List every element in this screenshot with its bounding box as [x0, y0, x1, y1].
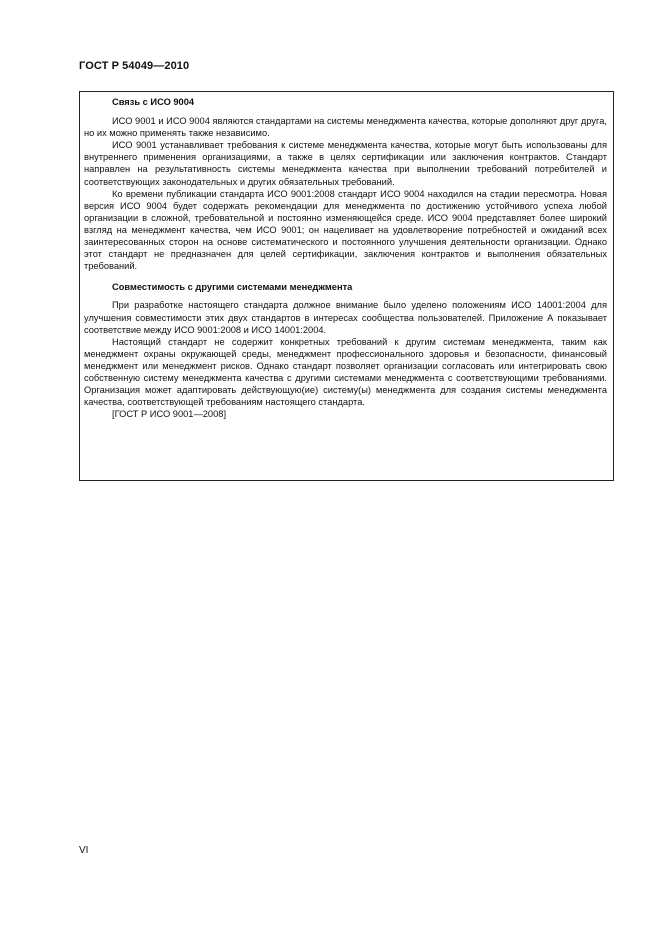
paragraph: При разработке настоящего стандарта должное внимание было уделено положениям ИСО 14001:2004 для улучшения совместимости этих двух стандартов в интересах сообщества пользователей. Приложение А показывает соответствие между ИСО 9001:2008 и ИСО 14001:2004. [84, 300, 607, 335]
quoted-text-box [79, 91, 614, 481]
paragraph: Настоящий стандарт не содержит конкретных требований к другим системам менеджмента, таким как менеджмент охраны окружающей среды, менеджмент профессионального здоровья и безопасности, финансовый менеджмент или менеджмент рисков. Однако стандарт позволяет организации согласовать или интегрировать свою собственную систему менеджмента качества с другими системами менеджмента с соответствующими требованиями. Организация может адаптировать действующую(ие) систему(ы) менеджмента для создания системы менеджмента качества, соответствующей требованиям настоящего стандарта. [84, 336, 607, 408]
section-heading-iso9004: Связь с ИСО 9004 [112, 97, 195, 107]
paragraph: ИСО 9001 и ИСО 9004 являются стандартами на системы менеджмента качества, которые дополняют друг друга, но их можно применять также независимо. [84, 116, 607, 139]
page-number: VI [79, 845, 89, 856]
source-reference: [ГОСТ Р ИСО 9001—2008] [112, 409, 227, 420]
document-id: ГОСТ Р 54049—2010 [79, 60, 190, 72]
paragraph: Ко времени публикации стандарта ИСО 9001:2008 стандарт ИСО 9004 находился на стадии пересмотра. Новая версия ИСО 9004 будет содержать рекомендации для менеджмента по достижению устойчивого успеха любой организации в сложной, требовательной и постоянно изменяющейся среде. ИСО 9004 представляет более широкий взгляд на менеджмент качества, чем ИСО 9001; он нацеливает на удовлетворение потребностей и ожиданий всех заинтересованных сторон на основе систематического и постоянного улучшения деятельности организации. Однако этот стандарт не предназначен для целей сертификации, заключения контрактов и выполнения обязательных требований. [84, 188, 607, 272]
paragraph: ИСО 9001 устанавливает требования к системе менеджмента качества, которые могут быть использованы для внутреннего применения организациями, а также в целях сертификации или заключения контрактов. Стандарт направлен на результативность системы менеджмента качества при выполнении требований потребителей и соответствующих законодательных и других обязательных требований. [84, 140, 607, 187]
section-heading-compatibility: Совместимость с другими системами менеджмента [112, 282, 353, 293]
